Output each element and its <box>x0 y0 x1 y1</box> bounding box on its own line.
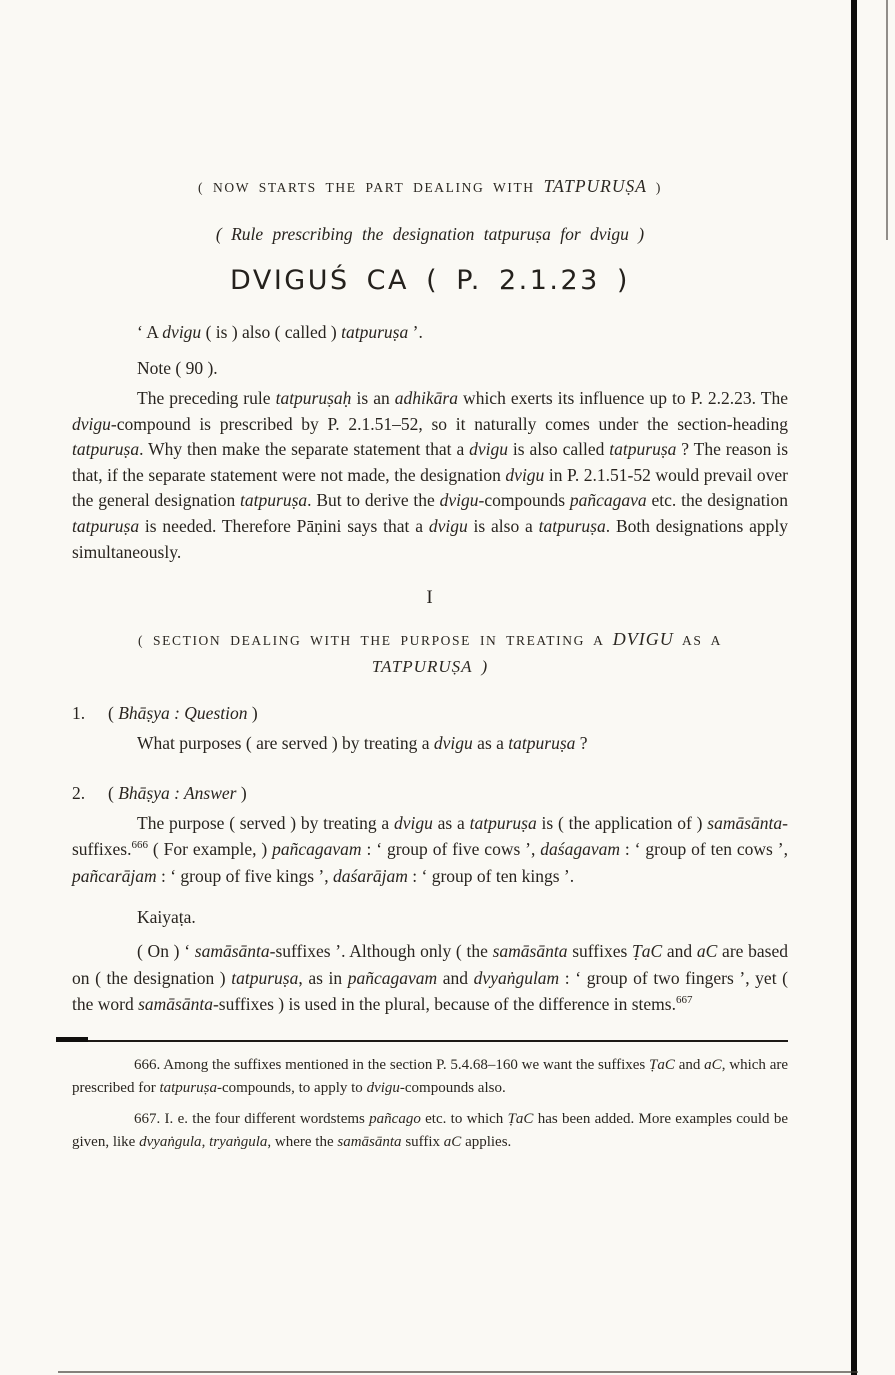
section-heading-line1: ( SECTION DEALING WITH THE PURPOSE IN TREATING A DVIGU AS A <box>137 629 723 650</box>
footnote-reference: 667 <box>675 994 693 1007</box>
footnotes <box>72 1054 788 1154</box>
section-heading-line2: TATPURUṢA ) <box>371 657 489 677</box>
bhashya-item-1 <box>72 703 788 724</box>
item-2-number: 2. <box>72 782 86 803</box>
sutra-translation: ‘ A dvigu ( is ) also ( called ) tatpuruṣa ’. <box>137 322 423 342</box>
rule-description: ( Rule prescribing the designation tatpuruṣa for dvigu ) <box>215 224 645 244</box>
item-1-number: 1. <box>72 703 86 724</box>
sutra-title: DVIGUŚ CA ( P. 2.1.23 ) <box>230 265 630 296</box>
page-content <box>72 0 788 1162</box>
footnote-667: 667. I. e. the four different wordstems pañcago etc. to which ṬaC has been added. More examples could be given, like dvyaṅgula, tryaṅgula, where the samāsānta suffix aC applies. <box>72 1110 789 1150</box>
footnote-separator-thick-mark <box>56 1037 88 1042</box>
footnote-separator <box>72 1040 788 1042</box>
item-1-body: What purposes ( are served ) by treating a dvigu as a tatpuruṣa ? <box>137 733 588 754</box>
kaiyata-paragraph: ( On ) ‘ samāsānta-suffixes ’. Although only ( the samāsānta suffixes ṬaC and aC are based on ( the designation ) tatpuruṣa, as in pañcagavam and dvyaṅgulam : ‘ group of two fingers ’, yet ( the word samāsānta-suffixes ) is used in the plural, because of the difference in stems.$^{667}$ <box>72 941 788 1015</box>
item-2-label: ( Bhāṣya : Answer ) <box>108 782 247 803</box>
note-label: Note ( 90 ). <box>137 358 218 378</box>
footnote-reference: 666 <box>131 839 148 852</box>
scan-edge-line <box>851 0 857 1375</box>
scan-bottom-edge <box>58 1371 858 1373</box>
footnote-666: 666. Among the suffixes mentioned in the section P. 5.4.68–160 we want the suffixes ṬaC and aC, which are prescribed for tatpuruṣa-compounds, to apply to dvigu-compounds also. <box>72 1056 788 1096</box>
note-paragraph: The preceding rule tatpuruṣaḥ is an adhikāra which exerts its influence up to P. 2.2.23. The dvigu-compound is prescribed by P. 2.1.51–52, so it naturally comes under the section-heading tatpuruṣa. Why then make the separate statement that a dvigu is also called tatpuruṣa ? The reason is that, if the separate statement were not made, the designation dvigu in P. 2.1.51-52 would prevail over the general designation tatpuruṣa. But to derive the dvigu-compounds pañcagava etc. the designation tatpuruṣa is needed. Therefore Pāṇini says that a dvigu is also a tatpuruṣa. Both designations apply simultaneously. <box>72 388 789 562</box>
item-2-body: The purpose ( served ) by treating a dvigu as a tatpuruṣa is ( the application of ) samāsānta-suffixes.$^{666}$ ( For example, ) pañcagavam : ‘ group of five cows ’, daśagavam : ‘ group of ten cows ’, pañcarājam : ‘ group of five kings ’, daśarājam : ‘ group of ten kings ’. <box>72 812 788 886</box>
item-1-label: ( Bhāṣya : Question ) <box>108 703 258 724</box>
part-heading: ( NOW STARTS THE PART DEALING WITH TATPURUṢA ) <box>197 176 663 196</box>
bhashya-item-2 <box>72 783 788 804</box>
scan-edge-thin-line <box>886 0 888 240</box>
section-numeral: I <box>426 587 434 609</box>
kaiyata-title: Kaiyaṭa. <box>137 907 196 928</box>
